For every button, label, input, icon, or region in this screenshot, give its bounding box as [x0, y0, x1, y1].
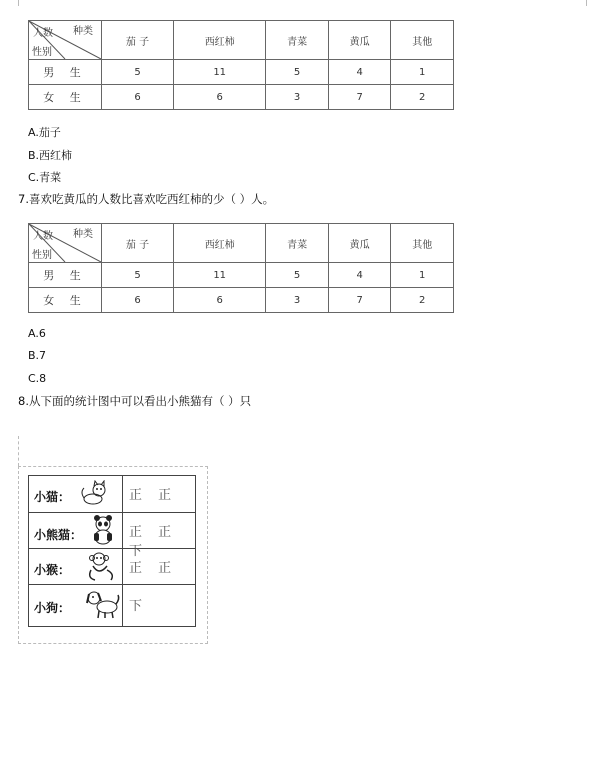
vegetable-table-1	[28, 20, 454, 110]
monkey-icon	[85, 550, 117, 582]
table-cell: 11	[174, 263, 266, 288]
column-header: 西红柿	[174, 21, 266, 60]
cat-icon	[79, 480, 109, 506]
column-header: 其他	[391, 21, 454, 60]
table-cell: 6	[102, 288, 174, 313]
table-cell: 4	[328, 60, 391, 85]
row-label: 女 生	[29, 288, 102, 313]
table-cell: 5	[266, 60, 329, 85]
table-cell: 4	[328, 263, 391, 288]
table-cell: 3	[266, 85, 329, 110]
table-cell: 1	[391, 60, 454, 85]
table-cell: 2	[391, 85, 454, 110]
table-cell: 2	[391, 288, 454, 313]
panda-icon	[91, 515, 115, 545]
q6-option-a: A.茄子	[28, 126, 61, 139]
table-cell: 6	[174, 85, 266, 110]
q7-option-b: B.7	[28, 349, 47, 362]
tally-row-monkey: 小猴： 正 正	[29, 548, 195, 585]
column-header: 黄瓜	[328, 224, 391, 263]
table-cell: 5	[102, 263, 174, 288]
table-cell: 7	[328, 288, 391, 313]
table-cell: 11	[174, 60, 266, 85]
question-7: 7.喜欢吃黄瓜的人数比喜欢吃西红柿的少（ ）人。	[18, 192, 275, 206]
table-cell: 5	[102, 60, 174, 85]
column-header: 茄 子	[102, 21, 174, 60]
row-label: 男 生	[29, 60, 102, 85]
table-cell: 1	[391, 263, 454, 288]
q6-option-b: B.西红柿	[28, 149, 73, 162]
table-header-corner: 人数 种类 性别	[29, 21, 102, 60]
tally-row-panda: 小熊猫： 正 正 下	[29, 512, 195, 549]
q7-option-c: C.8	[28, 372, 47, 385]
table-cell: 7	[328, 85, 391, 110]
crop-mark-top-right	[586, 0, 595, 6]
column-header: 青菜	[266, 224, 329, 263]
column-header: 青菜	[266, 21, 329, 60]
table-cell: 6	[102, 85, 174, 110]
tally-row-dog: 小狗： 下	[29, 584, 195, 621]
vegetable-table-2	[28, 223, 454, 313]
column-header: 黄瓜	[328, 21, 391, 60]
column-header: 茄 子	[102, 224, 174, 263]
column-header: 西红柿	[174, 224, 266, 263]
column-header: 其他	[391, 224, 454, 263]
row-label: 女 生	[29, 85, 102, 110]
tally-row-cat: 小猫： 正 正	[29, 476, 195, 512]
anchor-mark	[18, 436, 20, 466]
tally-chart	[28, 475, 196, 627]
q6-option-c: C.青菜	[28, 171, 62, 184]
crop-mark-top-left	[10, 0, 19, 6]
table-header-corner: 人数 种类 性别	[29, 224, 102, 263]
table-cell: 5	[266, 263, 329, 288]
row-label: 男 生	[29, 263, 102, 288]
question-8: 8.从下面的统计图中可以看出小熊猫有（ ）只	[18, 394, 252, 408]
dog-icon	[85, 589, 121, 619]
q7-option-a: A.6	[28, 327, 46, 340]
table-cell: 3	[266, 288, 329, 313]
table-cell: 6	[174, 288, 266, 313]
